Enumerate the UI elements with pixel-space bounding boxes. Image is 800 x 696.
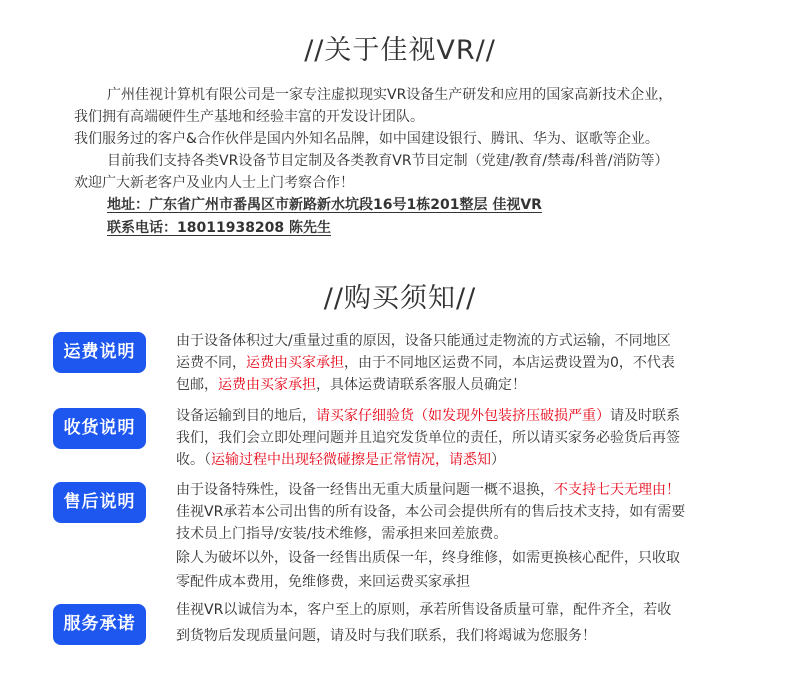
aftersales-line-1: 由于设备特殊性，设备一经售出无重大质量问题一概不退换，不支持七天无理由！ [176,482,680,498]
receiving-highlight: 请买家仔细验货（如发现外包装挤压破损严重） [316,408,610,424]
intro-line-2: 我们拥有高端硬件生产基地和经验丰富的开发设计团队。 [74,109,424,125]
service-line-2: 到货物后发现质量问题，请及时与我们联系，我们将竭诚为您服务！ [176,628,596,644]
shipping-line-1: 由于设备体积过大/重量过重的原因，设备只能通过走物流的方式运输，不同地区 [176,333,671,349]
intro-line-1: 广州佳视计算机有限公司是一家专注虚拟现实VR设备生产研发和应用的国家高新技术企业， [107,87,673,103]
receiving-highlight-2: 运输过程中出现轻微碰擦是正常情况，请悉知 [211,452,491,468]
receiving-line-1: 设备运输到目的地后，请买家仔细验货（如发现外包装挤压破损严重）请及时联系 [176,408,680,424]
aftersales-badge: 售后说明 [53,482,146,523]
service-line-1: 佳视VR以诚信为本，客户至上的原则，承若所售设备质量可靠，配件齐全，若收 [176,602,672,618]
address-line: 地址：广东省广州市番禺区市新路新水坑段16号1栋201整层 佳视VR [107,197,542,213]
shipping-description [176,330,751,396]
shipping-highlight: 运费由买家承担 [246,355,344,371]
service-badge: 服务承诺 [53,604,146,645]
aftersales-highlight: 不支持七天无理由！ [554,482,680,498]
about-intro [74,84,754,240]
receiving-line-3: 收。（运输过程中出现轻微碰擦是正常情况，请悉知） [176,452,505,468]
notice-heading: //购买须知// [323,283,477,314]
shipping-line-2: 运费不同，运费由买家承担，由于不同地区运费不同，本店运费设置为0，不代表 [176,355,675,371]
shipping-highlight-2: 运费由买家承担 [218,377,316,393]
intro-line-5: 欢迎广大新老客户及业内人士上门考察合作！ [74,175,354,191]
shipping-badge: 运费说明 [53,332,146,373]
about-heading: //关于佳视VR// [304,35,496,66]
receiving-line-2: 我们，我们会立即处理问题并且追究发货单位的责任，所以请买家务必验货后再签 [176,430,680,446]
receiving-badge: 收货说明 [53,408,146,449]
aftersales-line-3: 技术员上门指导/安装/技术维修，需承担来回差旅费。 [176,526,508,542]
aftersales-line-5: 零配件成本费用，免维修费，来回运费买家承担 [176,574,470,590]
phone-line: 联系电话：18011938208 陈先生 [107,220,332,236]
aftersales-description [176,479,751,593]
aftersales-line-4: 除人为破坏以外，设备一经售出质保一年，终身维修，如需更换核心配件，只收取 [176,550,680,566]
intro-line-3: 我们服务过的客户&合作伙伴是国内外知名品牌，如中国建设银行、腾讯、华为、讴歌等企业。 [74,131,659,147]
shipping-line-3: 包邮，运费由买家承担，具体运费请联系客服人员确定！ [176,377,526,393]
service-description [176,599,751,647]
receiving-description [176,405,751,471]
intro-line-4: 目前我们支持各类VR设备节目定制及各类教育VR节目定制（党建/教育/禁毒/科普/消防等） [107,153,669,169]
aftersales-line-2: 佳视VR承若本公司出售的所有设备，本公司会提供所有的售后技术支持，如有需要 [176,504,686,520]
